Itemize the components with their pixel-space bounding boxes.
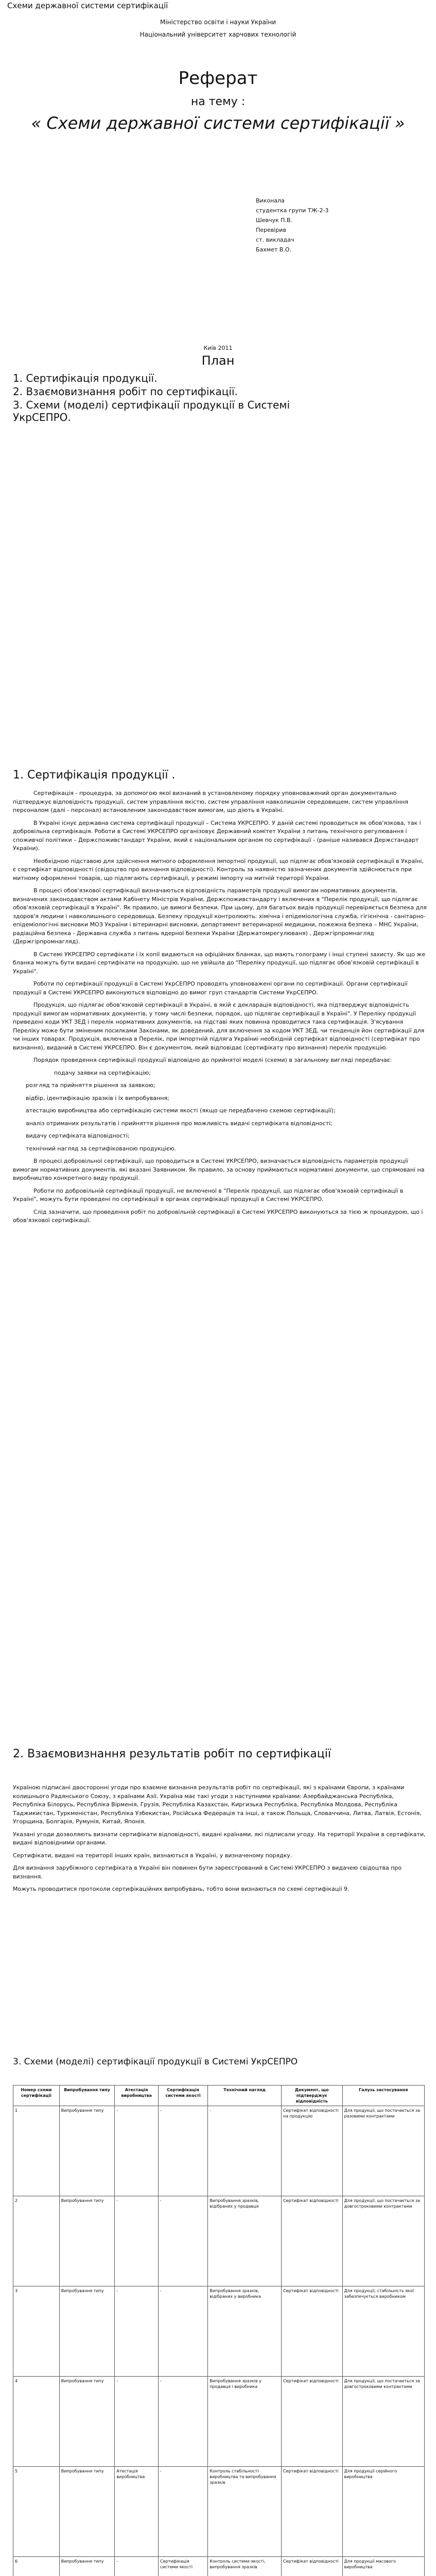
table-cell: Випробування типу — [59, 2467, 115, 2557]
column-header: Номер схеми сертифікації — [13, 2086, 60, 2106]
author-line: Виконала — [256, 197, 285, 204]
table-cell: Для продукції, що постачається за разовими контрактами — [342, 2106, 424, 2196]
section-1-body — [13, 789, 427, 1229]
plan-item: 2. Взаємовизнання робіт по сертифікації. — [13, 385, 238, 398]
table-cell: - — [115, 2286, 159, 2377]
table-row — [13, 2467, 425, 2557]
author-block — [256, 196, 328, 255]
section-2-heading: 2. Взаємовизнання результатів робіт по сертифікації — [13, 1748, 331, 1760]
paragraph: Продукція, що підлягає обов'язковій сертифікації в Україні, в якій є декларація відповідності, яка підтверджує відповідність продукції вимогам нормативних документів, у тому числі безпеки, порядок, що підлягає сертифікації в Україні". У Переліку продукції приведені коди УКТ ЗЕД і перелік нормативних документів, на підставі яких повинна проводитися така сертифікація. З'ясування Переліку може бути зміненим посилками Законами, як доведений, для включення за кодом УКТ ЗЕД, чи тенденція йон сертифікації для чи інших товарах. Продукція, включена в Перелік, при імпортній підляга Україниі необхідній сертифікат відповідності (сертифікат про визнання), виданий в Системі УКРСЕПРО. Він є документом, який відповідає (сертифікату про визнання) перелік продукцію. — [13, 1002, 425, 1051]
table-cell: 1 — [13, 2106, 60, 2196]
plan-item: 1. Сертифікація продукції. — [13, 372, 158, 384]
plan-item: 3. Схеми (моделі) сертифікації продукції в Системі УкрСЕПРО. — [13, 399, 290, 423]
table-cell: - — [158, 2106, 207, 2196]
table-cell: Сертифікат відповідності — [281, 2196, 342, 2286]
list-item: відбір, ідентифікацію зразків і їх випробування; — [26, 1094, 169, 1101]
author-line: студентка групи ТЖ-2-3 — [256, 207, 329, 214]
list-item: розгляд та прийняття рішення за заявкою; — [26, 1082, 155, 1089]
table-row — [13, 2377, 425, 2467]
table-cell: Атестація виробництва — [115, 2467, 159, 2557]
table-cell: Випробування зразків, відібраних у продавця — [208, 2196, 282, 2286]
paragraph: В Україні існує державна система сертифікації продукції – Система УКРСЕПРО. У даній системі проводиться як обов'язкова, так і добровільна сертифікація. Роботи в Системі УКРСЕПРО організовує Державний комітет України з питань технічного регулювання і споживчої політики – Держспоживстандарт України, який є національним органом по сертифікації - (раніше називався Держстандарт України). — [13, 819, 421, 852]
document-page — [0, 1, 436, 2576]
city-year: Київ 2011 — [203, 345, 233, 351]
table-cell: Для продукції, що постачається за довгостроковими контрактами — [342, 2377, 424, 2467]
schemes-table-wrap — [13, 2085, 427, 2576]
paragraph: Можуть проводитися протоколи сертифікаційних випробувань, тобто вони визнаються по схемі сертифікації 9. — [13, 1886, 350, 1892]
list-item: атестацію виробництва або сертифікацію системи якості (якщо це передбачено схемою сертифікації); — [26, 1107, 336, 1114]
table-cell: - — [208, 2106, 282, 2196]
table-cell: 2 — [13, 2196, 60, 2286]
ministry-name: Міністерство освіти і науки України — [160, 19, 276, 26]
table-cell: Сертифікат відповідності — [281, 2286, 342, 2377]
table-cell: Для продукції, що постачається за довгостроковими контрактами — [342, 2196, 424, 2286]
column-header: Випробування типу — [59, 2086, 115, 2106]
table-cell: Для продукції, стабільність якої забезпечується виробником — [342, 2286, 424, 2377]
table-cell: - — [158, 2377, 207, 2467]
paragraph: В процесі обов'язкової сертифікації визначаються відповідність параметрів продукції вимогам нормативних документів, визначених законодавством актами Кабінету Міністрів України, Держспоживстандарту і включених в "Перелік продукції, що підлягає обов'язковій сертифікації в Україні". Як правило, це вимоги безпеки. При цьому, для багатьох видів продукції перевіряється безпека для здоров'я людини і навколишнього середовища. Безпеку продукції контролюють: хімічна і епідеміологічна служба, гігієнічна - санітарно-епідеміологічні висновки МОЗ України і вітеринарні висновки, департамент ветеринарної медицини, пожежна безпека – МНС України, радіаційна безпека - Державна служба з питань ядерної безпеки України (Держатомрегулюваня) , Держгірпромнагляд (Держгірпромнагляд). — [13, 887, 427, 945]
paragraph: В Системі УКРСЕПРО сертифікати і їх копії видаються на офіційних бланках, що мають голограму і інші ступені захисту. Як що же бланка можуть бути видані сертифікати на продукцію, що не увійшла до "Переліку продукції, що підлягає обов'язковій сертифікації в Україні". — [13, 951, 426, 975]
table-cell: Сертифікація системи якості — [158, 2557, 207, 2576]
main-title: « Схеми державної системи сертифікації » — [31, 113, 405, 133]
table-cell: Випробування типу — [59, 2377, 115, 2467]
author-line: Бахмет В.О. — [256, 246, 291, 253]
plan-title: План — [201, 353, 235, 368]
table-cell: Випробування типу — [59, 2106, 115, 2196]
section-3-heading: 3. Схеми (моделі) сертифікації продукції в Системі УкрСЕПРО — [13, 2057, 298, 2067]
document-title: Схеми державної системи сертифікації — [7, 1, 168, 10]
table-cell: - — [158, 2467, 207, 2557]
table-cell: - — [115, 2377, 159, 2467]
paragraph: Роботи по сертифікації продукції в Системі УкрСЕПРО проводять уповноважені органи по сертифікації. Органи сертифікації продукції в Системі УКРСЕПРО виконуються відповідно до вимог груп стандартів Системи УкрСЕПРО. — [13, 980, 408, 996]
table-cell: Контроль стабільності виробництва та випробування зразків — [208, 2467, 282, 2557]
table-cell: Сертифікат відповідності на продукцію — [281, 2106, 342, 2196]
author-line: Перевірив — [256, 227, 286, 233]
paragraph: Для визнання зарубіжного сертифіката в Україні він повинен бути зареєстрований в Системі УКРСЕПРО з видачею свідоцтва про визнання. — [13, 1865, 402, 1880]
list-item: технічний нагляд за сертифікованою продукцією. — [26, 1145, 177, 1152]
table-cell: Випробування типу — [59, 2557, 115, 2576]
table-row — [13, 2557, 425, 2576]
paragraph: Роботи по добровільній сертифікації продукції, не включеної в "Перелік продукції, що підлягає обов'язковій сертифікації в Україні", можуть бути проведені по сертифікації в органах сертифікації продукції в Системі УКРСЕПРО. — [13, 1187, 404, 1202]
paragraph: Необхідною підставою для здійснення митного оформлення імпортної продукції, що підлягає обов'язковій сертифікації в Україні, є сертифікат відповідності (свідоцтво про визнання відповідності). Контроль за наявністю зазначених документів здійснюється при митному оформленні товарів, що підлягають сертифікації, у режимі імпорту на митній території України. — [13, 857, 424, 882]
table-cell: Сертифікат відповідності — [281, 2377, 342, 2467]
list-item: аналіз отриманих результатів і прийняття рішення про можливість видачі сертифіката відповідності; — [26, 1120, 333, 1127]
column-header: Галузь застосування — [342, 2086, 424, 2106]
section-2-body — [13, 1784, 427, 1898]
column-header: Документ, що підтверджує відповідність — [281, 2086, 342, 2106]
paragraph: Сертифікація - процедура, за допомогою якої визнаний в установленому порядку уповноважений орган документально підтверджує відповідність продукції, систем управління якістю, систем управління навколишнім середовищем, систем управління персоналом (далі - персонал) встановленим законодавством вимогам, що діють в Україні. — [13, 790, 408, 814]
table-cell: Для продукції масового виробництва — [342, 2557, 424, 2576]
referat-heading: Реферат — [178, 68, 258, 89]
author-line: ст. викладач — [256, 236, 294, 243]
paragraph: Указані угоди дозволяють визнати сертифікати відповідності, видані країнами, які підписали угоду. На території України в сертифікати, видані відповідними органами. — [13, 1831, 426, 1846]
table-cell: Для продукції серійного виробництва — [342, 2467, 424, 2557]
paragraph: В процесі добровільної сертифікації, що проводиться в Системі УКРСЕПРО, визначається відповідність параметрів продукції вимогам нормативних документів, які вказані Заявником. Як правило, за основу приймаються нормативні документи, що спрямовані на виробництво конкретного виду продукції. — [13, 1158, 425, 1181]
table-cell: 6 — [13, 2557, 60, 2576]
table-cell: - — [115, 2196, 159, 2286]
list-item: видачу сертифіката відповідності; — [26, 1132, 130, 1139]
topic-label: на тему : — [190, 95, 246, 109]
table-cell: - — [158, 2286, 207, 2377]
table-header-row — [13, 2086, 425, 2106]
table-row — [13, 2196, 425, 2286]
schemes-table — [13, 2085, 425, 2576]
list-item: подачу заявки на сертифікацію; — [54, 1069, 151, 1076]
paragraph: Порядок проведення сертифікації продукції відповідно до прийнятої моделі (схеми) в загальному вигляді передбачає: — [33, 1057, 392, 1063]
table-cell: Контроль системи якості, випробування зразків — [208, 2557, 282, 2576]
column-header: Атестація виробництва — [115, 2086, 159, 2106]
plan-list — [13, 372, 322, 425]
author-line: Шевчук П.В. — [256, 217, 292, 224]
table-cell: Сертифікат відповідності — [281, 2467, 342, 2557]
table-cell: - — [158, 2196, 207, 2286]
table-cell: 4 — [13, 2377, 60, 2467]
table-cell: Випробування зразків у продавця і виробника — [208, 2377, 282, 2467]
table-row — [13, 2106, 425, 2196]
column-header: Сертифікація системи якості — [158, 2086, 207, 2106]
column-header: Технічний нагляд — [208, 2086, 282, 2106]
table-cell: - — [115, 2106, 159, 2196]
section-1-heading: 1. Сертифікація продукції . — [13, 769, 176, 782]
table-cell: Випробування типу — [59, 2196, 115, 2286]
table-cell: Випробування зразків, відібраних у виробника — [208, 2286, 282, 2377]
table-cell: - — [115, 2557, 159, 2576]
table-row — [13, 2286, 425, 2377]
paragraph: Слід зазначити, що проведення робіт по добровільній сертифікації в Системі УКРСЕПРО виконуються за тією ж процедурою, що і обов'язкової сертифікації. — [13, 1208, 423, 1224]
paragraph: Сертифікати, видані на території інших країн, визнаються в Україні, у визначеному порядку. — [13, 1852, 292, 1859]
table-cell: 3 — [13, 2286, 60, 2377]
table-cell: 5 — [13, 2467, 60, 2557]
paragraph: Україною підписані двосторонні угоди про взаємне визнання результатів робіт по сертифікації, які з країнами Європи, з країнами колишнього Радянського Союзу, з країнами Азії. Україна має такі угоди з наступними країнами: Азербайджанська Республіка, Республіка Білорусь, Республіка Вірменія, Грузія, Республіка Казахстан, Киргизька Республіка, Республіка Молдова, Республіка Таджикистан, Туркменістан, Республіка Узбекистан, Російська Федерація та інші, а також Польща, Словаччина, Литва, Латвія, Естонія, Угорщина, Болгарія, Румунія, Китай, Японія. — [13, 1784, 422, 1825]
table-cell: Сертифікат відповідності — [281, 2557, 342, 2576]
university-name: Національний університет харчових технологій — [139, 31, 297, 38]
table-cell: Випробування типу — [59, 2286, 115, 2377]
